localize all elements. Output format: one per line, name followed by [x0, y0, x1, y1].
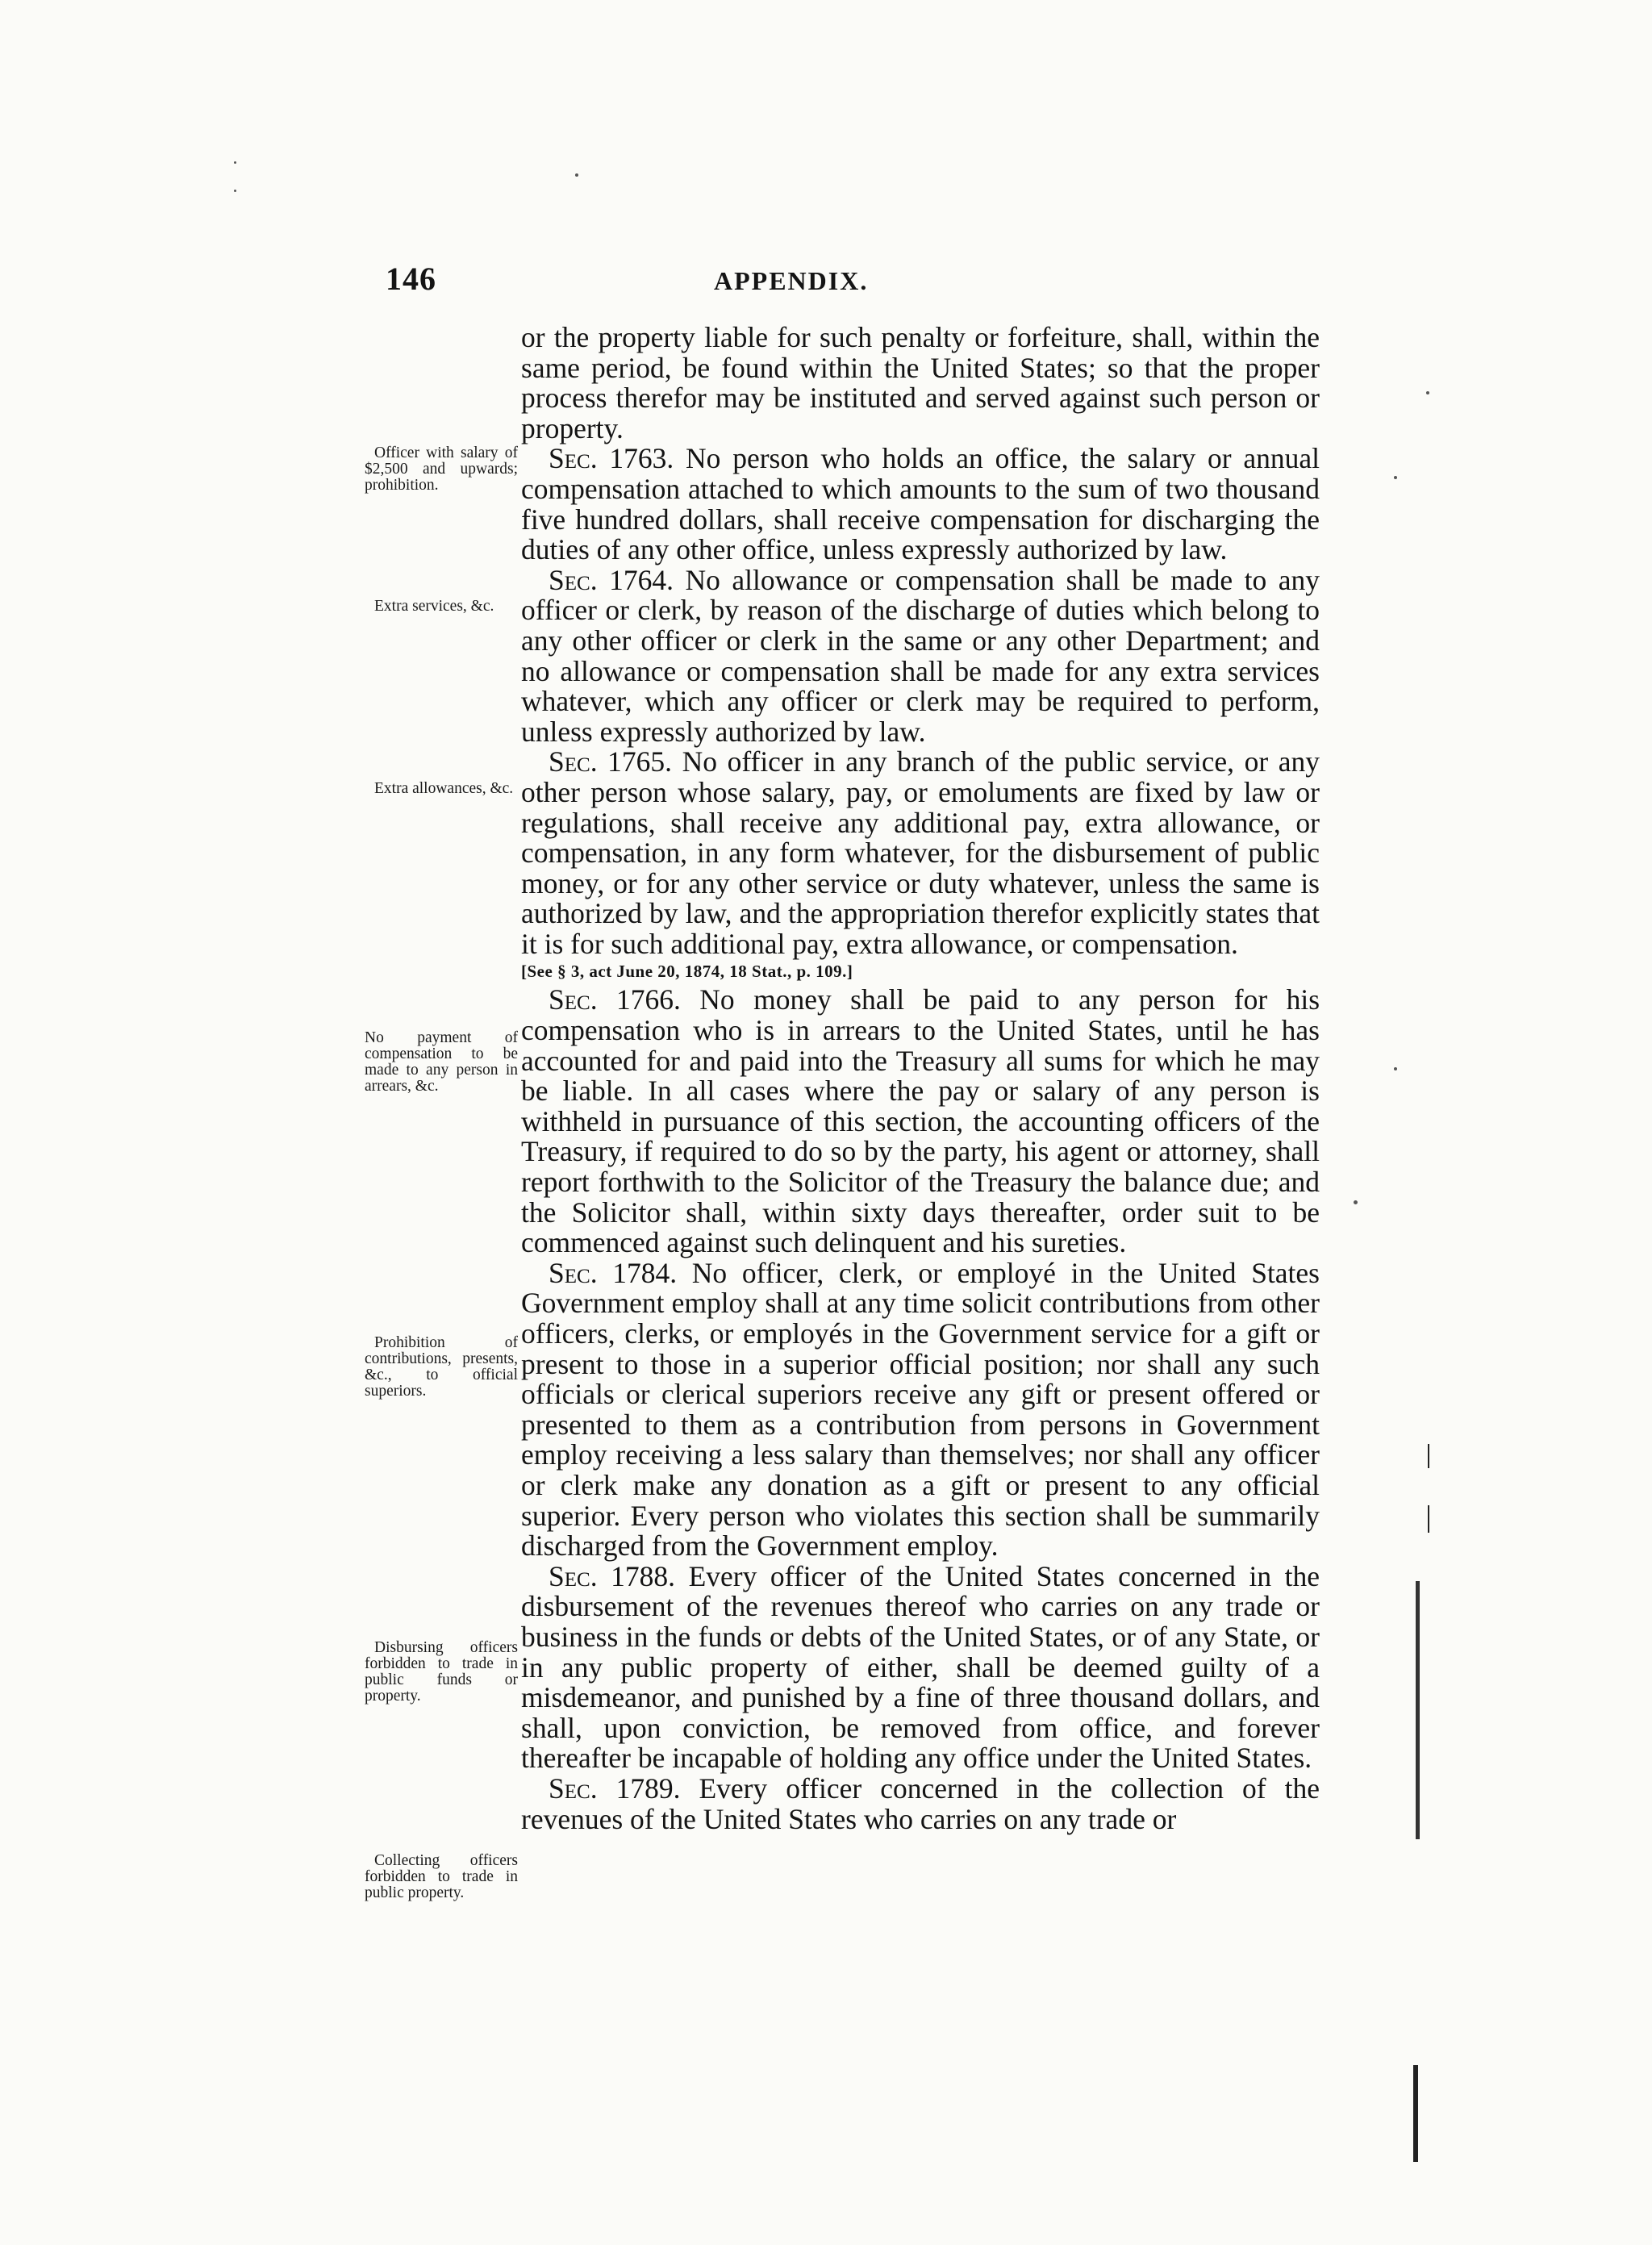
section-label: Sec. [549, 983, 598, 1016]
scan-mark [1428, 1505, 1429, 1533]
section-text: No officer in any branch of the public service, or any other person whose salary, pay, or emoluments are fixed by law or regulations, shall receive any additional pay, extra allowance, or compensation, in any form whatever, for the disbursement of public money, or for any other service or duty whatever, unless the same is authorized by law, and the appropriation therefor explicitly states that it is for such additional pay, extra allowance, or compensation. [521, 745, 1320, 960]
section-1789 [521, 1771, 1320, 1835]
scan-speck [1354, 1200, 1358, 1204]
page-number: 146 [386, 261, 436, 297]
margin-note-1763: Officer with salary of $2,500 and upwards; prohibition. [365, 444, 518, 494]
scan-edge-shadow [1413, 2065, 1418, 2162]
margin-note-1788: Disbursing officers forbidden to trade in public funds or property. [365, 1639, 518, 1705]
scan-speck [234, 161, 236, 164]
section-number: 1789. [615, 1771, 681, 1805]
scan-edge-shadow [1416, 1581, 1420, 1839]
margin-note-1766: No payment of compensation to be made to any person in arrears, &c. [365, 1029, 518, 1095]
section-text: No money shall be paid to any person for his compensation who is in arrears to the United States, until he has accounted for and paid into the Treasury all sums for which he may be liable. In all cases where the pay or salary of any person is withheld in pursuance of this section, the accounting officers of the Treasury, if required to do so by the party, his agent or attorney, shall report forthwith to the Solicitor of the Treasury the balance due; and the Solicitor shall, within sixty days thereafter, order suit to be commenced against such delinquent and his sureties. [521, 983, 1320, 1259]
margin-note-1764: Extra services, &c. [374, 598, 494, 615]
margin-note-1765: Extra allowances, &c. [374, 780, 514, 797]
section-text: No allowance or compensation shall be made to any officer or clerk, by reason of the discharge of duties which belong to any other officer or clerk in the same or any other Department; and no allowance or compensation shall be made for any extra services whatever, which any officer or clerk may be required to perform, unless expressly authorized by law. [521, 563, 1320, 748]
section-label: Sec. [549, 1559, 598, 1592]
scan-mark [1428, 1444, 1429, 1468]
section-text: No officer, clerk, or employé in the United States Government employ shall at any time solicit contributions from other officers, clerks, or employés in the Government service for a gift or present to those in a superior official position; nor shall any such officials or clerical superiors receive any gift or present offered or presented to them as a contribution from persons in Government employ receiving a less salary than themselves; nor shall any officer or clerk make any donation as a gift or present to any official superior. Every person who violates this section shall be summarily discharged from the Government employ. [521, 1256, 1320, 1563]
section-label: Sec. [549, 442, 598, 475]
section-number: 1764. [609, 563, 674, 596]
section-label: Sec. [549, 745, 598, 778]
section-label: Sec. [549, 1771, 598, 1805]
citation-note: [See § 3, act June 20, 1874, 18 Stat., p. 109.] [521, 962, 853, 982]
section-1788 [521, 1559, 1320, 1775]
scan-speck [1394, 1067, 1397, 1070]
section-1784 [521, 1258, 1320, 1562]
scan-speck [234, 190, 236, 192]
body-text [521, 323, 1320, 1834]
section-text: Every officer of the United States concerned in the disbursement of the revenues thereof who carries on any trade or business in the funds or debts of the United States, or of any State, or in any public property of either, shall be deemed guilty of a misdemeanor, and punished by a fine of three thousand dollars, and shall, upon conviction, be removed from office, and forever thereafter be incapable of holding any office under the United States. [521, 1559, 1320, 1775]
running-title: APPENDIX. [714, 266, 869, 295]
continuation-paragraph: or the property liable for such penalty or forfeiture, shall, within the same period, be found within the United States; so that the proper process therefor may be instituted and served against such person or property. [521, 321, 1320, 444]
margin-note-1789: Collecting officers forbidden to trade in public property. [365, 1852, 518, 1901]
section-number: 1766. [616, 983, 681, 1016]
section-number: 1765. [607, 745, 673, 778]
section-label: Sec. [549, 1256, 598, 1289]
section-1763 [521, 444, 1320, 565]
section-1766 [521, 985, 1320, 1258]
section-label: Sec. [549, 563, 598, 596]
section-number: 1784. [612, 1256, 678, 1289]
section-1764 [521, 565, 1320, 748]
scan-speck [1394, 476, 1397, 479]
scan-speck [575, 173, 578, 177]
section-number: 1763. [609, 442, 674, 475]
section-1765 [521, 747, 1320, 959]
section-text: Every officer concerned in the collection of the revenues of the United States who carries on any trade or [521, 1771, 1320, 1835]
scan-speck [1426, 391, 1429, 394]
margin-note-1784: Prohibition of contributions, presents, &c., to official superiors. [365, 1334, 518, 1400]
section-text: No person who holds an office, the salary or annual compensation attached to which amounts to the sum of two thousand five hundred dollars, shall receive compensation for discharging the duties of any other office, unless expressly authorized by law. [521, 442, 1320, 566]
section-number: 1788. [611, 1559, 676, 1592]
